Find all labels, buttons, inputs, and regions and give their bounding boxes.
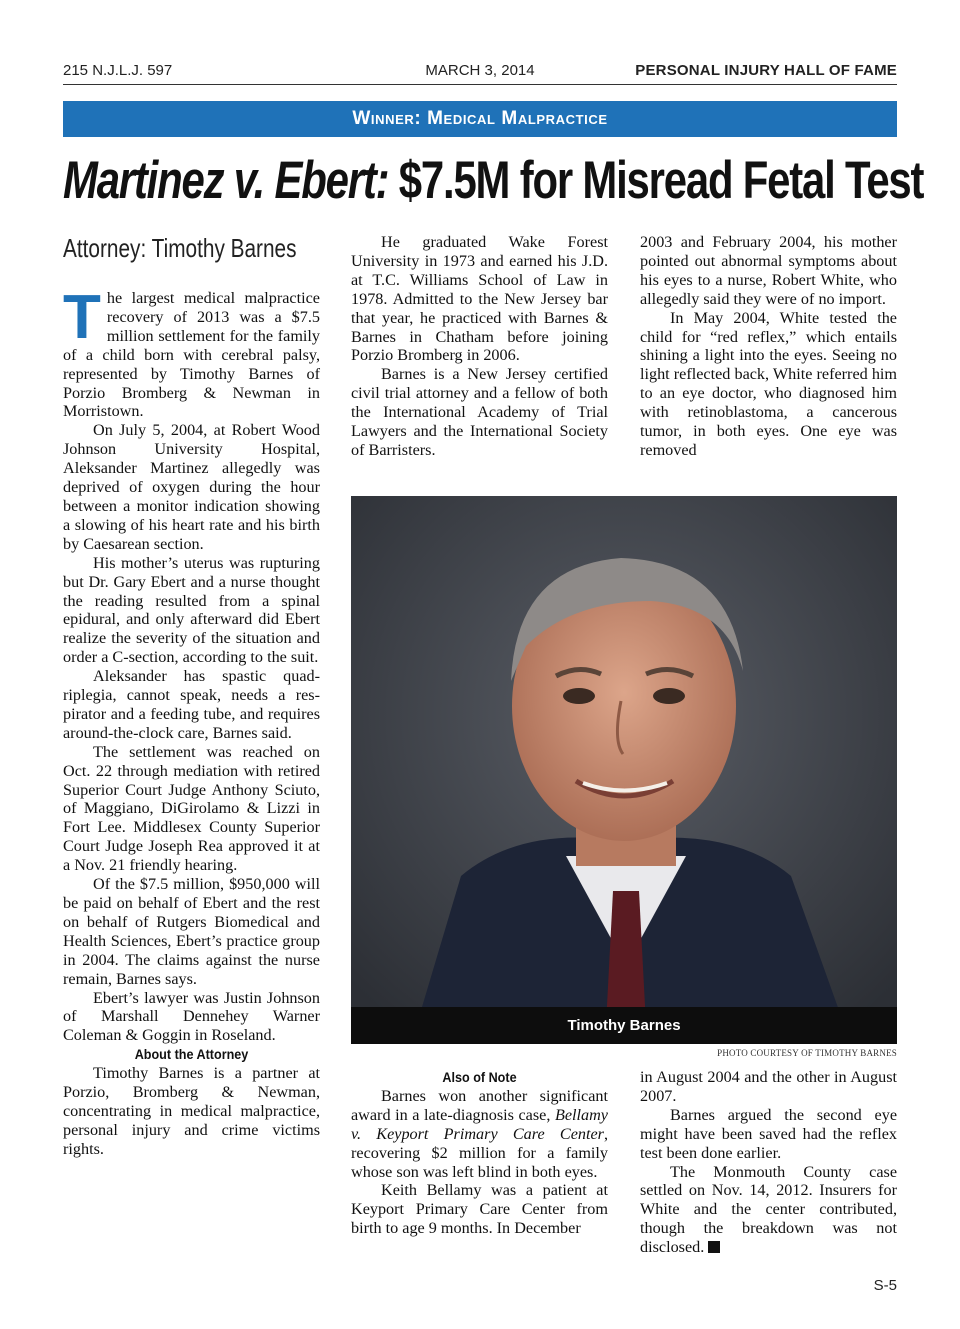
paragraph: Timothy Barnes is a partner at Porzio, Bromberg & Newman, concentrating in medical malpractice, personal injury and crime victims rights. (63, 1064, 320, 1158)
paragraph: In May 2004, White tested the child for “red reflex,” which entails shining a light into the eyes. Seeing no light reflected back, White referred him to an eye doctor, who diagnosed him with retinoblastoma, a cancerous tumor, in both eyes. One eye was removed (640, 308, 897, 459)
byline: Attorney: Timothy Barnes (63, 233, 297, 263)
headline-rest: $7.5M for Misread Fetal Test (388, 151, 924, 210)
portrait-photo (351, 496, 897, 1044)
paragraph: Barnes is a New Jersey certified civil trial attorney and a fellow of both the International Academy of Trial Lawyers and the International Society of Barristers. (351, 365, 608, 459)
paragraph: His mother’s uterus was rupturing but Dr. Gary Ebert and a nurse thought the reading resulted from a spinal epidural, and only afterward did Ebert realize the severity of the situation and order a C-section, according to the suit. (63, 553, 320, 667)
article-column-3 (640, 233, 897, 460)
photo-caption-bar (351, 1007, 897, 1044)
paragraph: On July 5, 2004, at Robert Wood Johnson University Hospital, Aleksander Martinez allegedly was deprived of oxygen during the hour between a monitor indication showing a slowing of his heart rate and his birth by Caesarean section. (63, 421, 320, 553)
header-rule (63, 84, 897, 85)
page-number: S-5 (873, 1277, 897, 1294)
paragraph: The Monmouth County case settled on Nov. 14, 2012. Insurers for White and the center contributed, though the breakdown was not disclosed. (640, 1162, 897, 1257)
category-banner (63, 101, 897, 137)
headline (63, 150, 924, 211)
subhead-also-of-note: Also of Note (442, 1069, 517, 1085)
end-mark-icon (708, 1241, 720, 1253)
article-column-3-lower (640, 1068, 897, 1257)
header-section: PERSONAL INJURY HALL OF FAME (635, 62, 897, 79)
header-citation: 215 N.J.L.J. 597 (63, 62, 173, 79)
photo-credit: PHOTO COURTESY OF TIMOTHY BARNES (717, 1048, 897, 1058)
paragraph: Ebert’s lawyer was Justin Johnson of Marshall Dennehey Warner Coleman & Goggin in Roseland. (63, 988, 320, 1045)
paragraph: Barnes won another significant award in a late-diagnosis case, Bellamy v. Keyport Primary Care Center, recovering $2 million for a family whose son was left blind in both eyes. (351, 1086, 608, 1181)
headline-case: Martinez v. Ebert: (63, 151, 389, 210)
header-date: MARCH 3, 2014 (425, 62, 535, 79)
case-name: Bellamy v. Keyport Primary Care Center (351, 1105, 608, 1143)
photo-caption: Timothy Barnes (567, 1017, 681, 1034)
article-column-2-lower (351, 1068, 608, 1238)
subhead-about-attorney: About the Attorney (134, 1046, 249, 1063)
portrait-illustration (351, 496, 897, 1044)
article-column-2 (351, 233, 608, 460)
article-column-1 (63, 283, 320, 1159)
paragraph: 2003 and February 2004, his mother pointed out abnormal symptoms about his eyes to a nurse, Robert White, who allegedly said they were of no import. (640, 233, 897, 308)
paragraph: Aleksander has spastic quadriplegia, cannot speak, needs a respirator and a feeding tube, and requires around-the-clock care, Barnes said. (63, 667, 320, 742)
banner-label: Winner: Medical Malpractice (352, 108, 608, 129)
lead-paragraph: The largest medical malpractice recovery of 2013 was a $7.5 million settlement for the family of a child born with cerebral palsy, represented by Timothy Barnes of Porzio Bromberg & Newman in Morristown. (63, 283, 320, 421)
paragraph: He graduated Wake Forest University in 1973 and earned his J.D. at T.C. Williams School of Law in 1978. Admitted to the New Jersey bar that year, he practiced with Barnes & Barnes in Chatham before joining Porzio Bromberg in 2006. (351, 233, 608, 365)
drop-cap: T (63, 283, 101, 352)
paragraph: Keith Bellamy was a patient at Keyport Primary Care Center from birth to age 9 months. In December (351, 1181, 608, 1238)
paragraph: in August 2004 and the other in August 2007. (640, 1068, 897, 1105)
paragraph: The settlement was reached on Oct. 22 through mediation with retired Superior Court Judge Anthony Sciuto, of Maggiano, DiGirolamo & Lizzi in Fort Lee. Middlesex County Superior Court Judge Joseph Rea approved it at a Nov. 21 friendly hearing. (63, 742, 320, 875)
paragraph: Of the $7.5 million, $950,000 will be paid on behalf of Ebert and the rest on behalf of Rutgers Biomedical and Health Sciences, Ebert’s practice group in 2004. The claims against the nurse remain, Barnes says. (63, 875, 320, 988)
paragraph: Barnes argued the second eye might have been saved had the reflex test been done earlier. (640, 1105, 897, 1162)
